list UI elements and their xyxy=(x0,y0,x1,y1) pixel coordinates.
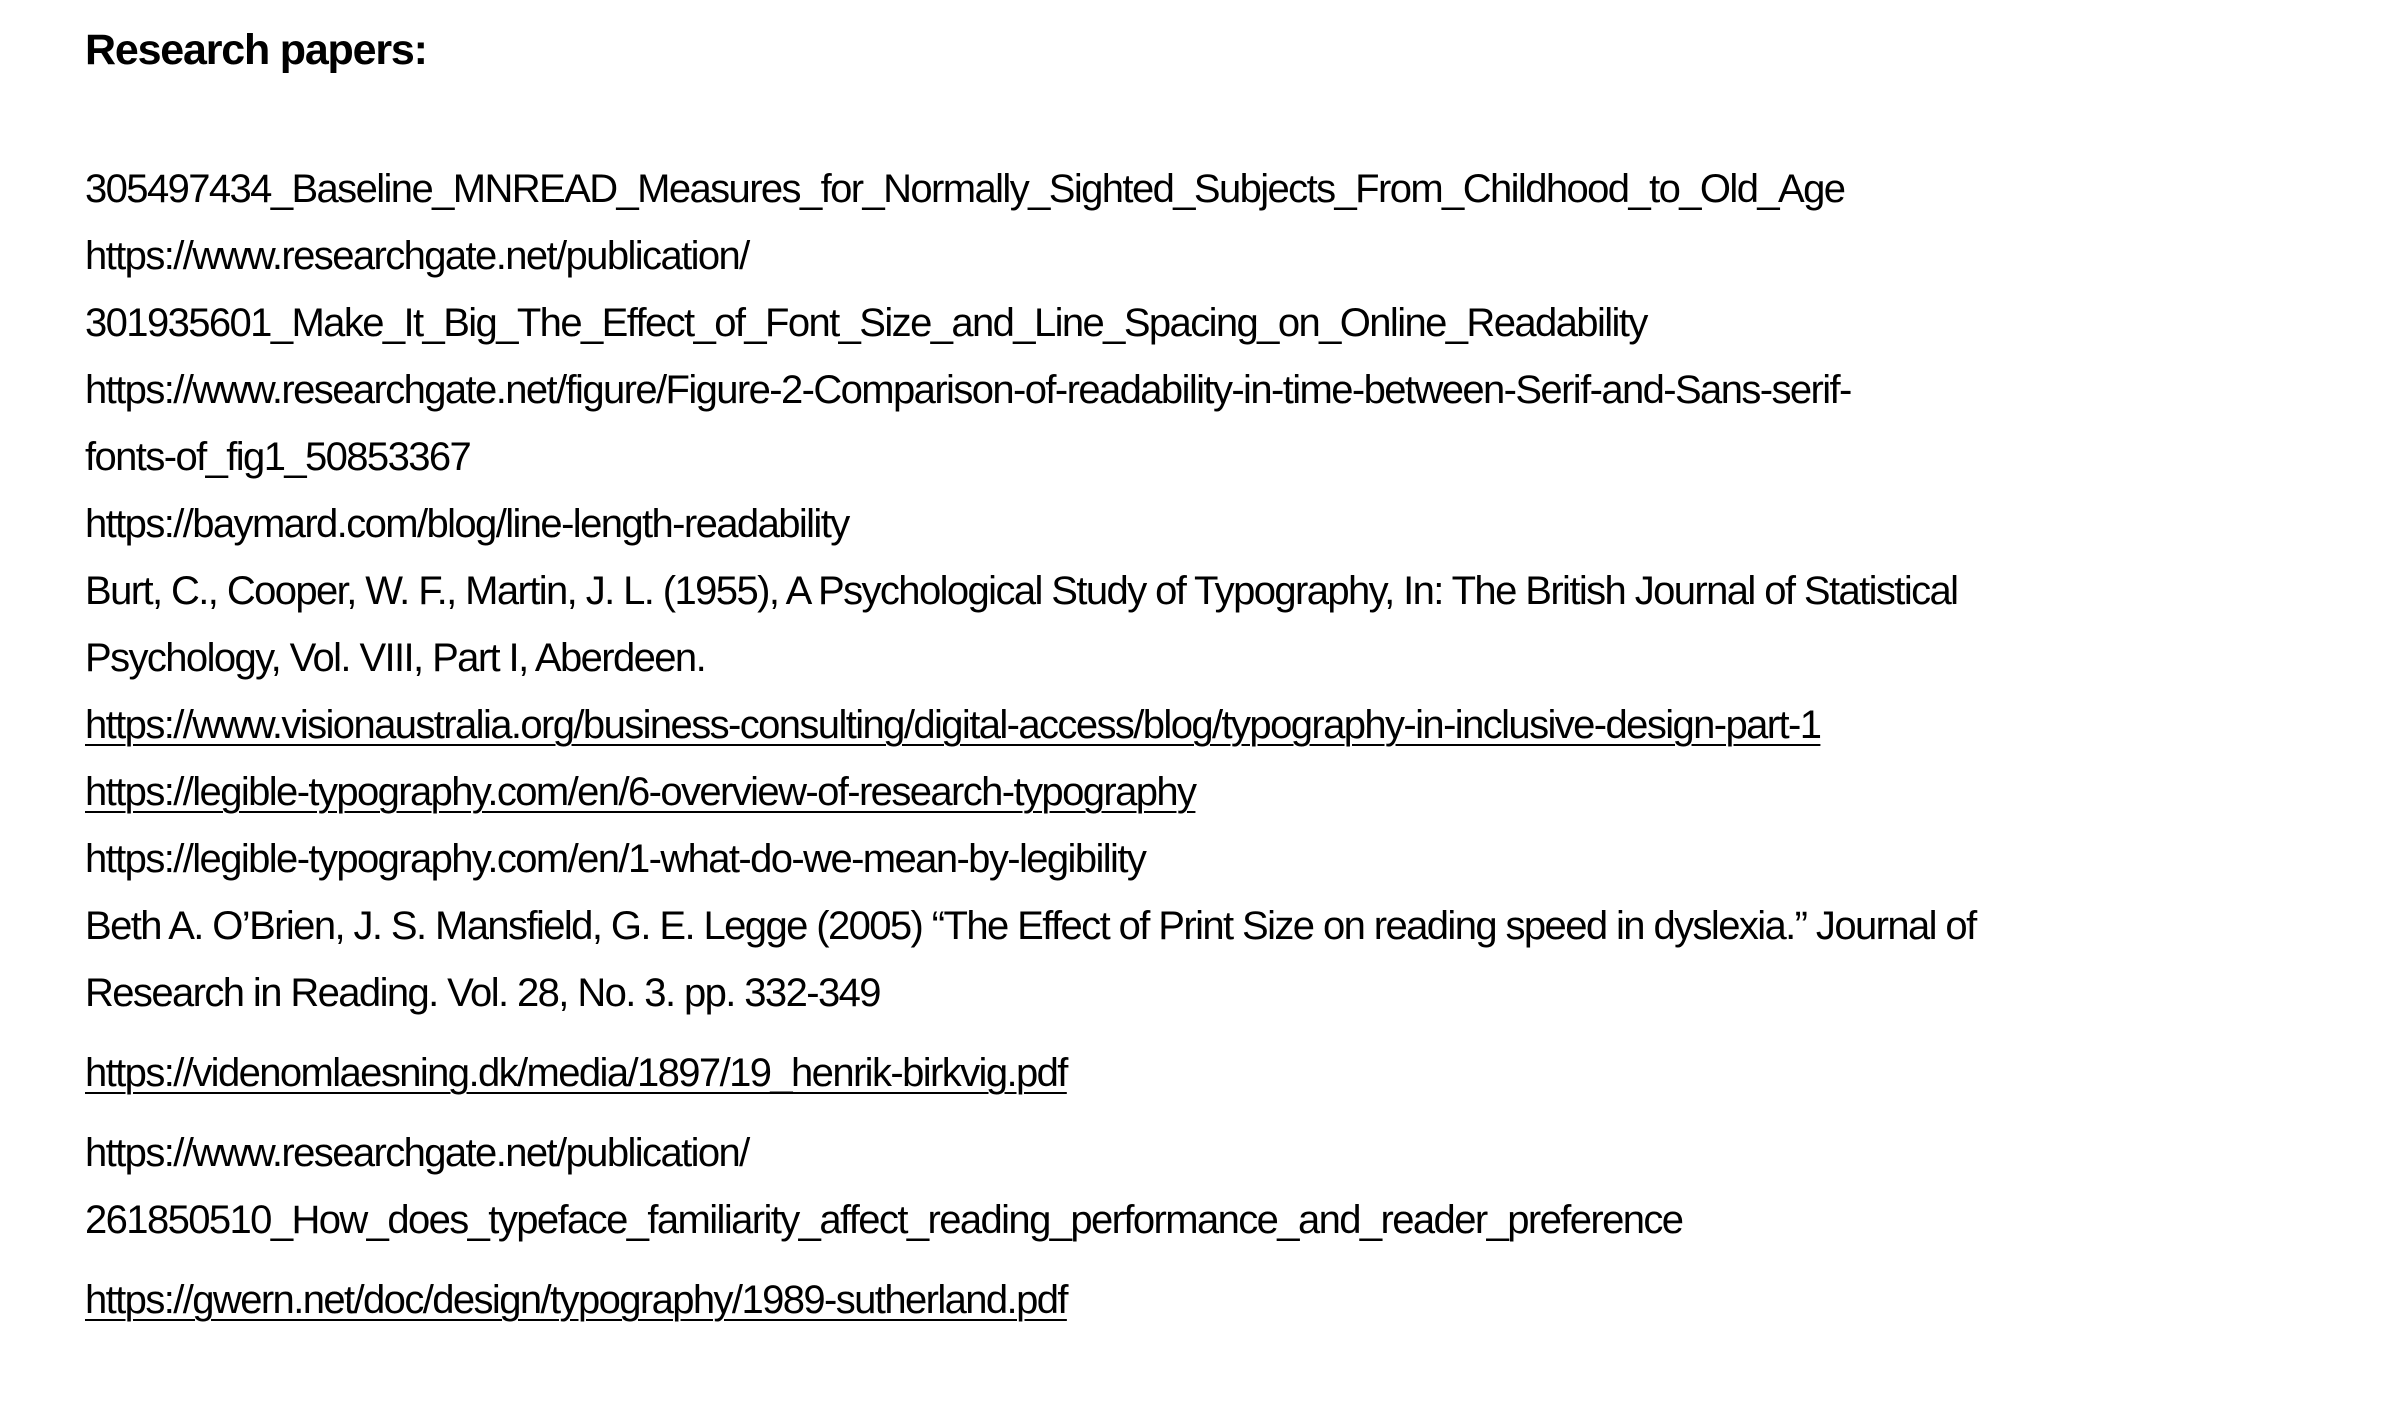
link-legible-typography-overview[interactable]: https://legible-typography.com/en/6-overview-of-research-typography xyxy=(85,770,1196,814)
reference-obrien-2005: Beth A. O’Brien, J. S. Mansfield, G. E. Legge (2005) “The Effect of Print Size on reading speed in dyslexia.” Journal of Research in Reading. Vol. 28, No. 3. pp. 332-349 xyxy=(85,904,1976,1015)
link-videnomlaesning-pdf[interactable]: https://videnomlaesning.dk/media/1897/19_henrik-birkvig.pdf xyxy=(85,1051,1067,1095)
reference-researchgate-figure: https://www.researchgate.net/figure/Figure-2-Comparison-of-readability-in-time-between-Serif-and-Sans-serif- fonts-of_fig1_50853367 xyxy=(85,368,1851,479)
reference-baymard: https://baymard.com/blog/line-length-readability xyxy=(85,502,849,546)
reference-burt-1955: Burt, C., Cooper, W. F., Martin, J. L. (1955), A Psychological Study of Typography, In: The British Journal of Statistical Psychology, Vol. VIII, Part I, Aberdeen. xyxy=(85,569,1958,680)
link-visionaustralia[interactable]: https://www.visionaustralia.org/business-consulting/digital-access/blog/typography-in-inclusive-design-part-1 xyxy=(85,703,1821,747)
page-heading: Research papers: xyxy=(85,26,427,74)
link-gwern-sutherland-pdf[interactable]: https://gwern.net/doc/design/typography/1989-sutherland.pdf xyxy=(85,1278,1067,1322)
reference-legible-typography-legibility: https://legible-typography.com/en/1-what-do-we-mean-by-legibility xyxy=(85,837,1146,881)
reference-mnread-make-it-big: 305497434_Baseline_MNREAD_Measures_for_Normally_Sighted_Subjects_From_Childhood_to_Old_Age https://www.researchgate.net/publication/ 301935601_Make_It_Big_The_Effect_of_Font_Size_and_Line_Spacing_on_Online_Readability xyxy=(85,167,1845,345)
reference-list xyxy=(85,156,2165,1334)
reference-typeface-familiarity: https://www.researchgate.net/publication/ 261850510_How_does_typeface_familiarity_affect_reading_performance_and_reader_preference xyxy=(85,1131,1683,1242)
